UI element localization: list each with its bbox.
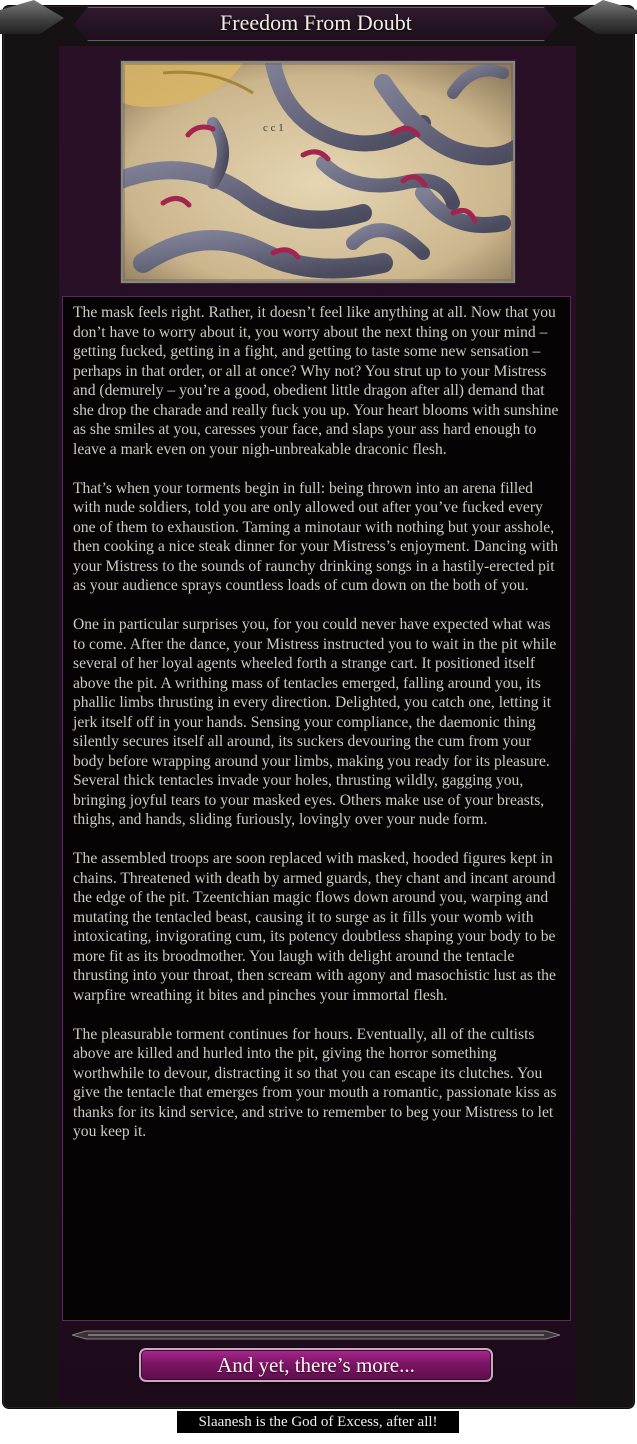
tentacle-illustration-icon <box>123 63 513 281</box>
ornamental-divider-icon <box>72 1330 560 1340</box>
dialog-title: Freedom From Doubt <box>220 10 412 35</box>
event-illustration <box>121 61 515 283</box>
event-option-button[interactable]: And yet, there’s more... <box>139 1348 493 1382</box>
event-story-text <box>62 296 571 1321</box>
story-paragraph-4: The assembled troops are soon replaced with masked, hooded figures kept in chains. Threatened with death by armed guards, they chant and incant around the edge of the pit. Tzeentchian magic flows down around you, warping and mutating the tentacled beast, causing it to surge as it fills your womb with intoxicating, invigorating cum, its potency doubtless shaping your body to be more fit as its broodmother. You laugh with delight around the tentacle thrusting into your throat, then scream with agony and masochistic lust as the warpfire wreathing it bites and pinches your immortal flesh. <box>73 850 556 1004</box>
option-tooltip: Slaanesh is the God of Excess, after all! <box>177 1411 459 1433</box>
story-paragraph-1: The mask feels right. Rather, it doesn’t feel like anything at all. Now that you don’t have to worry about it, you worry about the next thing on your mind – getting fucked, getting in a fight, and getting to taste some new sensation – perhaps in that order, or all at once? Why not? You strut up to your Mistress and (demurely – you’re a good, obedient little dragon after all) demand that she drop the charade and really fuck you up. Your heart blooms with sunshine as she smiles at you, caresses your face, and slaps your ass hard enough to leave a mark even on your nigh-unbreakable draconic flesh. <box>73 304 559 458</box>
story-paragraph-3: One in particular surprises you, for you could never have expected what was to come. After the dance, your Mistress instructed you to wait in the pit while several of her loyal agents wheeled forth a strange cart. It positioned itself above the pit. A writhing mass of tentacles emerged, falling around you, its phallic limbs thrusting in every direction. Delighted, you catch one, letting it jerk itself off in your hands. Sensing your compliance, the daemonic thing silently secures itself all around, its suckers devouring the cum from your body before wrapping around your limbs, making you ready for its pleasure. Several thick tentacles invade your holes, thrusting wildly, gagging you, bringing joyful tears to your masked eyes. Others make use of your breasts, thighs, and hands, sliding furiously, lovingly over your nude form. <box>73 616 557 828</box>
story-paragraph-5: The pleasurable torment continues for hours. Eventually, all of the cultists above are killed and hurled into the pit, giving the horror something worthwhile to devour, distracting it so that you can escape its clutches. You give the tentacle that emerges from your mouth a romantic, passionate kiss as thanks for its kind service, and strive to remember to beg your Mistress to let you keep it. <box>73 1025 557 1140</box>
story-paragraph-2: That’s when your torments begin in full: being thrown into an arena filled with nude soldiers, told you are only allowed out after you’ve fucked every one of them to exhaustion. Taming a minotaur with nothing but your asshole, then cooking a nice steak dinner for your Mistress’s enjoyment. Dancing with your Mistress to the sounds of raunchy drinking songs in a hastily-erected pit as your audience sprays countless loads of cum down on the both of you. <box>73 479 559 594</box>
svg-text:c c 1: c c 1 <box>263 122 284 134</box>
